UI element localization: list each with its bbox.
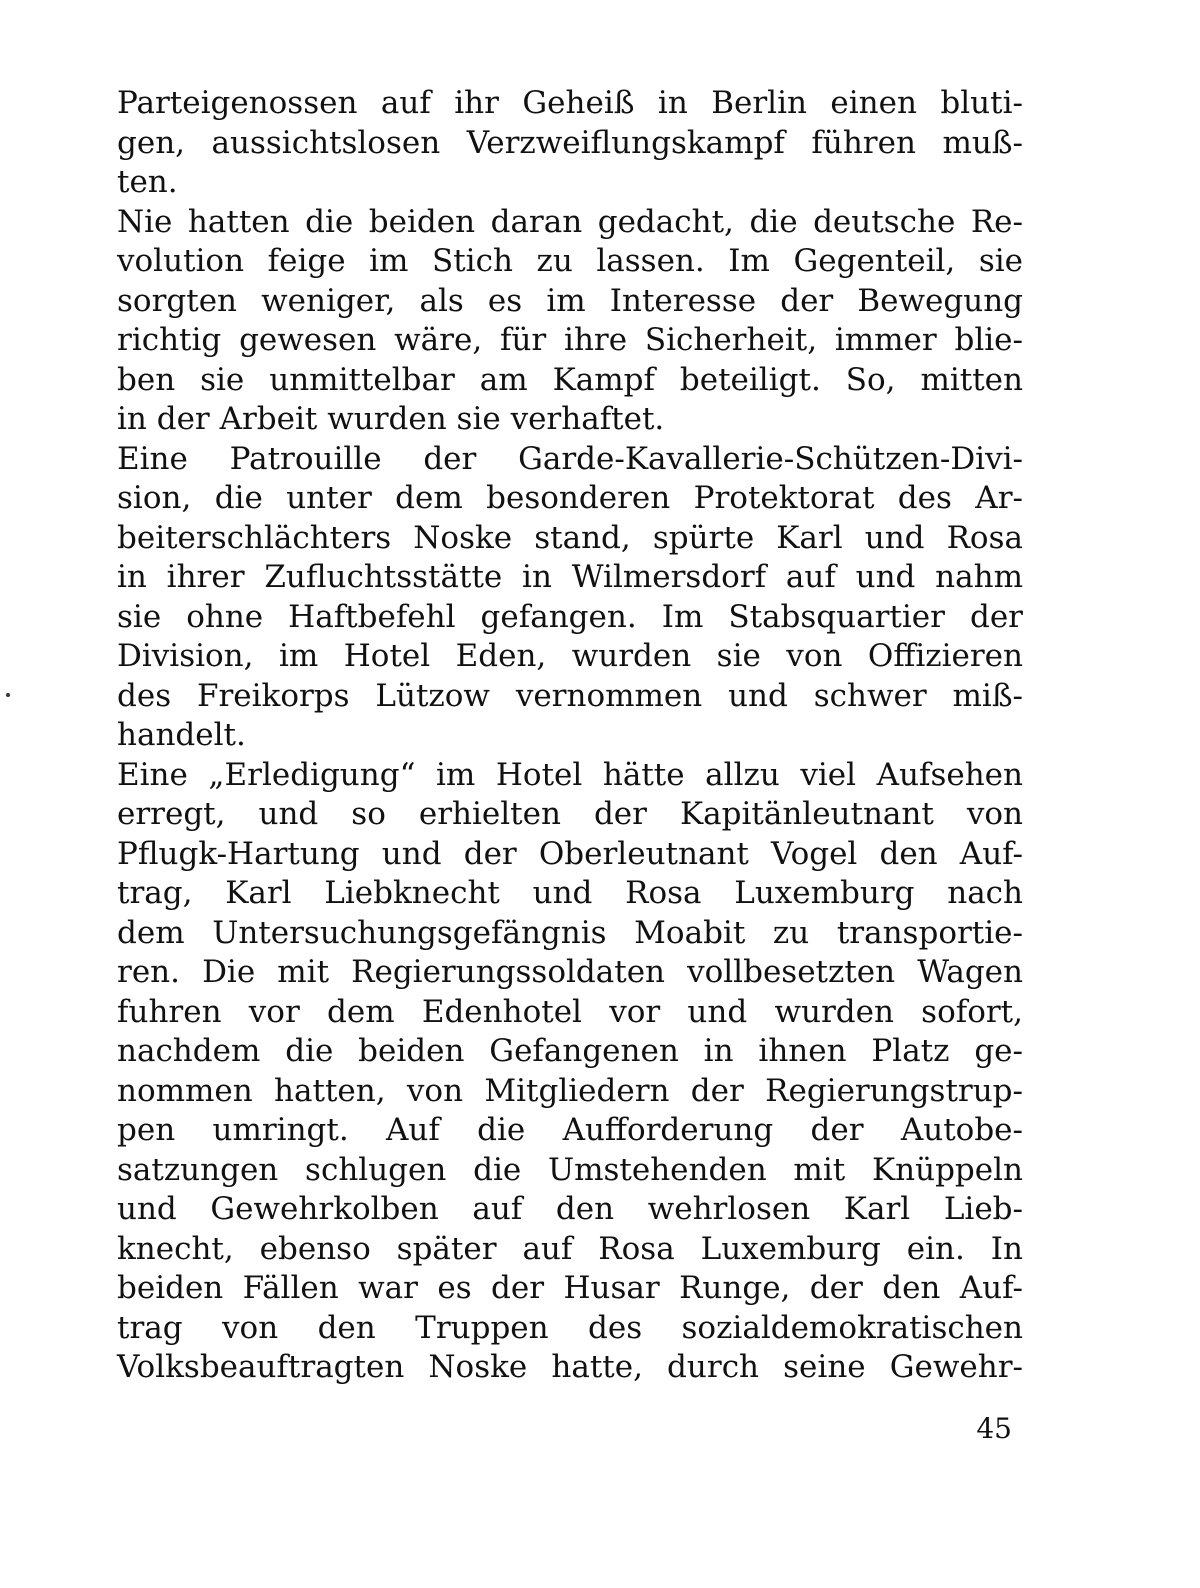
text-line: nommen hatten, von Mitgliedern der Regierungstrup-: [117, 1072, 1023, 1109]
text-line: sion, die unter dem besonderen Protektorat des Ar-: [117, 480, 1023, 516]
text-line: fuhren vor dem Edenhotel vor und wurden sofort,: [117, 993, 1023, 1030]
text-line: Pflugk-Hartung und der Oberleutnant Vogel den Auf-: [117, 835, 1023, 872]
text-line: und Gewehrkolben auf den wehrlosen Karl Lieb-: [117, 1191, 1023, 1227]
text-line: des Freikorps Lützow vernommen und schwer miß-: [117, 677, 1023, 714]
text-line: beiterschlächters Noske stand, spürte Karl und Rosa: [117, 519, 1023, 556]
body-text: [117, 84, 1023, 1388]
text-line: gen, aussichtslosen Verzweiflungskampf führen muß-: [117, 124, 1023, 161]
text-line: Nie hatten die beiden daran gedacht, die deutsche Re-: [117, 203, 1023, 240]
text-line: sorgten weniger, als es im Interesse der Bewegung: [117, 282, 1023, 319]
text-line: ben sie unmittelbar am Kampf beteiligt. So, mitten: [117, 361, 1023, 398]
text-line: volution feige im Stich zu lassen. Im Gegenteil, sie: [117, 243, 1023, 279]
text-line: ten.: [117, 164, 178, 200]
text-line: trag von den Truppen des sozialdemokratischen: [117, 1309, 1023, 1346]
text-line: Eine „Erledigung“ im Hotel hätte allzu viel Aufsehen: [117, 756, 1023, 793]
text-line: sie ohne Haftbefehl gefangen. Im Stabsquartier der: [117, 598, 1023, 635]
text-line: nachdem die beiden Gefangenen in ihnen Platz ge-: [117, 1033, 1023, 1069]
text-line: pen umringt. Auf die Aufforderung der Autobe-: [117, 1112, 1023, 1148]
text-line: in der Arbeit wurden sie verhaftet.: [117, 401, 665, 437]
text-line: Division, im Hotel Eden, wurden sie von Offizieren: [117, 638, 1023, 674]
text-line: dem Untersuchungsgefängnis Moabit zu transportie-: [117, 914, 1023, 951]
text-line: in ihrer Zufluchtsstätte in Wilmersdorf auf und nahm: [117, 559, 1023, 595]
text-line: beiden Fällen war es der Husar Runge, der den Auf-: [117, 1270, 1023, 1306]
text-line: Parteigenossen auf ihr Geheiß in Berlin einen bluti-: [117, 85, 1023, 121]
page-number: 45: [976, 1412, 1012, 1445]
margin-speck: [6, 693, 10, 697]
text-line: handelt.: [117, 717, 246, 753]
text-line: ren. Die mit Regierungssoldaten vollbesetzten Wagen: [117, 954, 1023, 990]
text-line: knecht, ebenso später auf Rosa Luxemburg ein. In: [117, 1230, 1023, 1267]
text-line: Volksbeauftragten Noske hatte, durch seine Gewehr-: [117, 1349, 1023, 1385]
text-line: Eine Patrouille der Garde-Kavallerie-Schützen-Divi-: [117, 440, 1023, 477]
text-line: trag, Karl Liebknecht und Rosa Luxemburg nach: [117, 875, 1023, 911]
text-line: richtig gewesen wäre, für ihre Sicherheit, immer blie-: [117, 322, 1023, 358]
text-line: erregt, und so erhielten der Kapitänleutnant von: [117, 796, 1023, 832]
text-line: satzungen schlugen die Umstehenden mit Knüppeln: [117, 1151, 1023, 1188]
